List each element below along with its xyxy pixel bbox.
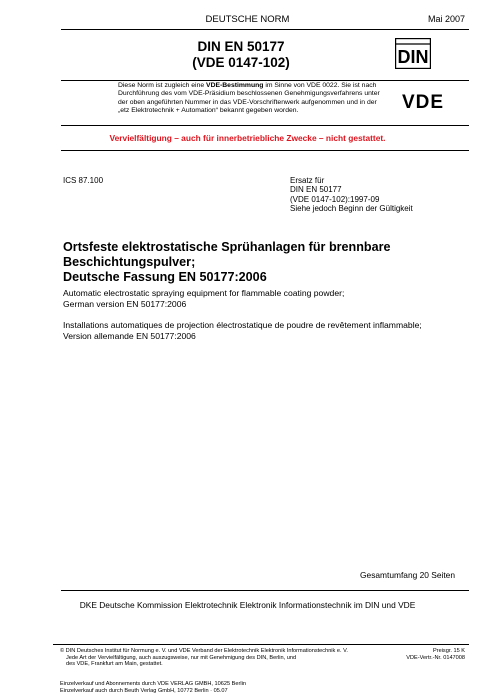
vde-number: (VDE 0147-102) [192, 55, 290, 70]
warning-rule [61, 150, 469, 151]
german-title-line: Beschichtungspulver; [63, 255, 196, 269]
french-title [63, 320, 468, 341]
norm-type-label: DEUTSCHE NORM [205, 14, 290, 25]
price-block [406, 648, 465, 661]
english-title-line: German version EN 50177:2006 [63, 298, 187, 309]
din-logo [395, 38, 431, 69]
replaces-line: Ersatz für [290, 176, 325, 185]
french-title-line: Installations automatiques de projection électrostatique de poudre de revêtement inflammable; [63, 320, 422, 330]
footer-rule [53, 644, 469, 645]
german-title-line: Deutsche Fassung EN 50177:2006 [63, 270, 267, 284]
french-title-line: Version allemande EN 50177:2006 [63, 330, 196, 341]
copyright-line: Jede Art der Vervielfältigung, auch auszugsweise, nur mit Genehmigung des DIN, Berlin, und [66, 654, 297, 661]
english-title-line: Automatic electrostatic spraying equipment for flammable coating powder; [63, 288, 345, 298]
vde-order-number: VDE-Vertr.-Nr. 0147008 [406, 654, 465, 661]
din-number: DIN EN 50177 [197, 39, 285, 54]
copyright-block [60, 648, 380, 668]
committee-rule [61, 590, 469, 591]
sales-block [60, 681, 246, 694]
reproduction-warning: Vervielfältigung – auch für innerbetriebliche Zwecke – nicht gestattet. [109, 133, 386, 143]
german-title [63, 240, 453, 285]
total-pages: Gesamtumfang 20 Seiten [360, 570, 455, 580]
header-rule [61, 29, 469, 30]
replaces-line: Siehe jedoch Beginn der Gültigkeit [290, 204, 413, 214]
title-rule [61, 80, 469, 81]
din-logo-text: DIN [397, 47, 429, 67]
vde-notice-part2: im Sinne von VDE 0022. Sie ist nach Durchführung des vom VDE-Präsidium beschlossenen Genehmigungsverfahrens unter der oben angeführten Nummer in das VDE-Vorschriftenwerk aufgenommen und in der „etz Elektrotechnik + Automation“ bekannt gegeben worden. [118, 82, 380, 114]
vde-logo-text: VDE [401, 92, 445, 111]
sales-line: Einzelverkauf und Abonnements durch VDE VERLAG GMBH, 10625 Berlin [60, 681, 246, 687]
vde-notice-part1: Diese Norm ist zugleich eine [118, 82, 207, 89]
price-group: Preisgr. 15 K [432, 648, 465, 654]
replaces-block [290, 176, 413, 214]
vde-logo [391, 91, 455, 111]
german-title-line: Ortsfeste elektrostatische Sprühanlagen für brennbare [63, 240, 391, 254]
sales-line: Einzelverkauf auch durch Beuth Verlag GmbH, 10772 Berlin · 05.07 [60, 687, 228, 694]
copyright-line: des VDE, Frankfurt am Main, gestattet. [66, 661, 163, 668]
english-title [63, 288, 463, 309]
committee-name: DKE Deutsche Kommission Elektrotechnik Elektronik Informationstechnik im DIN und VDE [79, 600, 416, 610]
copyright-line: © DIN Deutsches Institut für Normung e. V. und VDE Verband der Elektrotechnik Elektronik Informationstechnik e. V. [60, 648, 348, 654]
ics-code: ICS 87.100 [63, 176, 104, 185]
replaces-line: DIN EN 50177 [290, 185, 342, 195]
vde-notice-bold: VDE-Bestimmung [206, 82, 264, 89]
replaces-line: (VDE 0147-102):1997-09 [290, 194, 380, 204]
publication-date: Mai 2007 [427, 14, 465, 24]
notice-rule [61, 125, 469, 126]
vde-notice [118, 82, 386, 115]
